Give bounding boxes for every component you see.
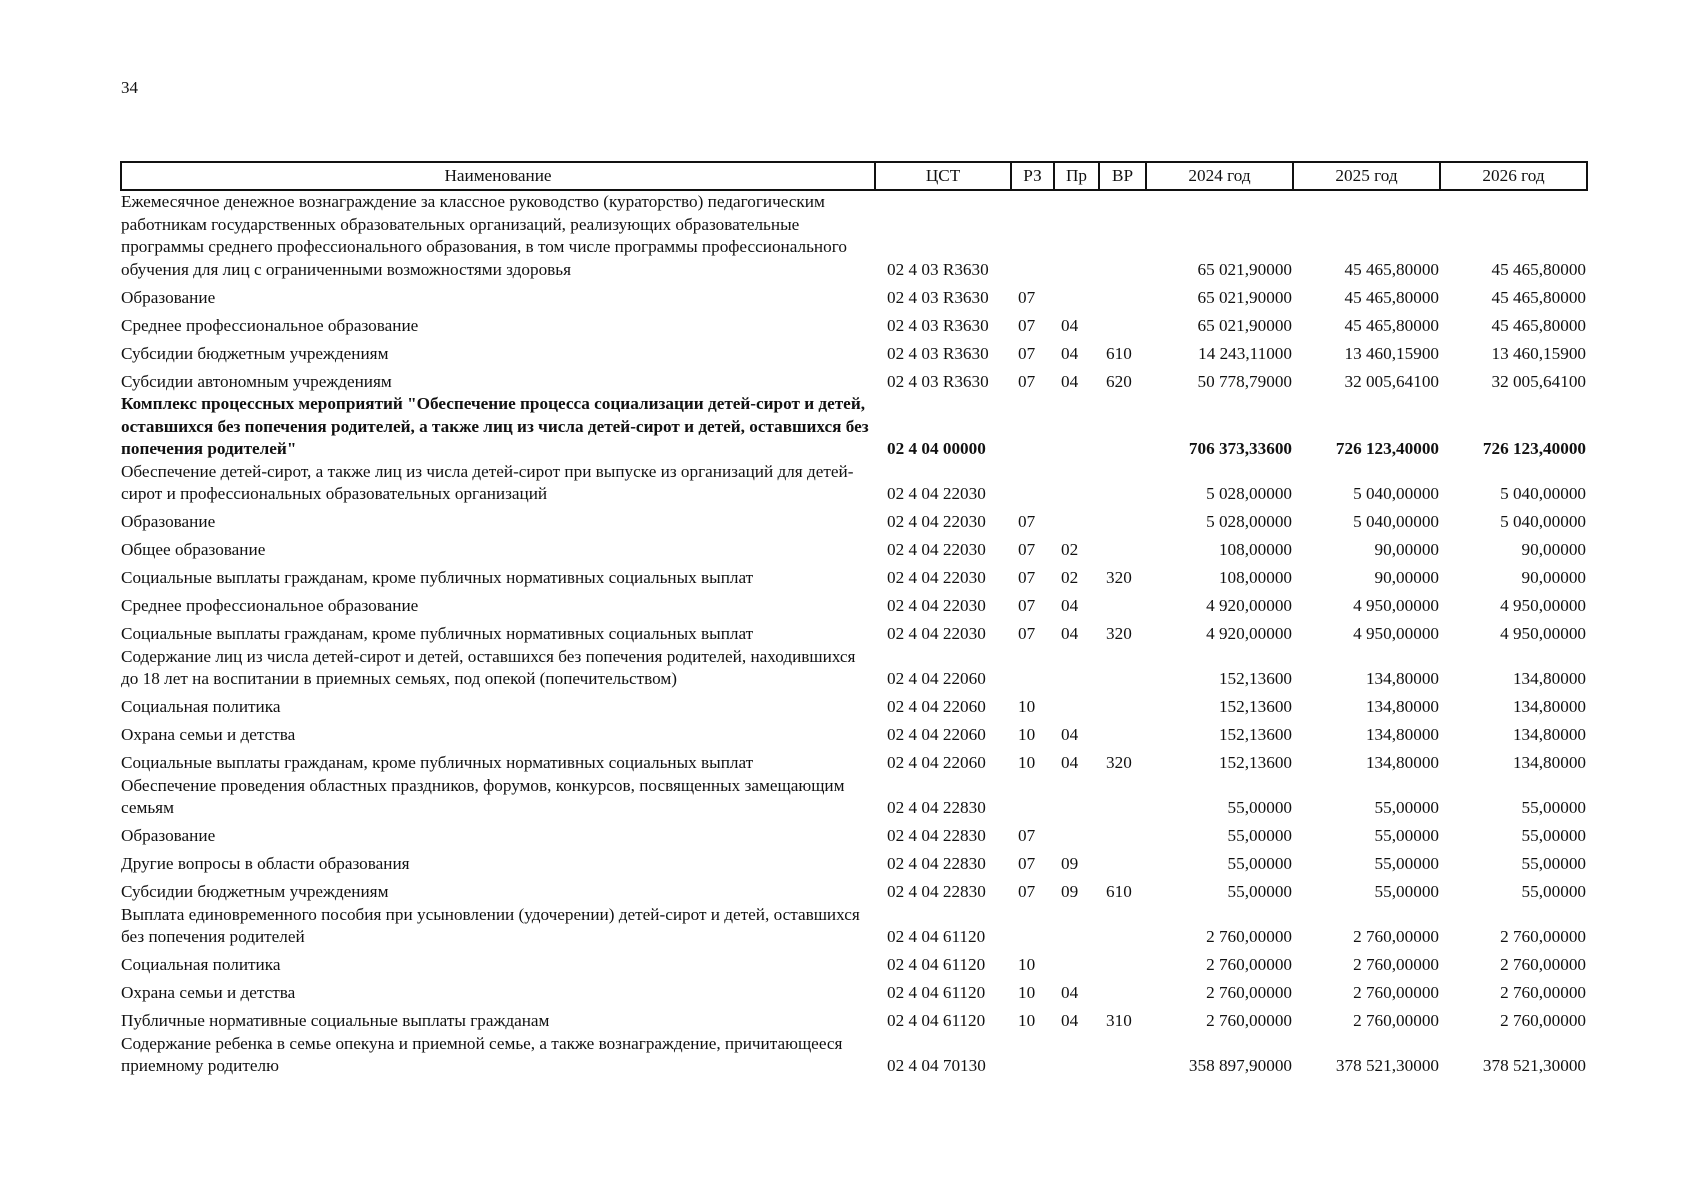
table-row [121,618,1587,646]
cell-2025: 90,00000 [1374,568,1439,587]
cell-rz: 07 [1018,854,1036,873]
cell-2026: 4 950,00000 [1500,624,1586,643]
cell-rz: 07 [1018,596,1036,615]
cell-cst: 02 4 04 22030 [887,568,986,587]
cell-vr: 610 [1106,882,1132,901]
table-row [121,904,1587,949]
cell-vr [1099,506,1146,534]
cell-2024: 108,00000 [1218,568,1292,587]
table-row [121,1033,1587,1078]
cell-cst: 02 4 03 R3630 [887,259,989,279]
cell-rz [1011,461,1054,506]
cell-pr [1054,904,1099,949]
cell-vr: 320 [1106,753,1132,772]
table-row [121,848,1587,876]
cell-2024: 55,00000 [1227,826,1292,845]
budget-table [120,161,1588,1078]
cell-rz: 07 [1018,315,1036,335]
cell-name: Охрана семьи и детства [121,983,296,1002]
cell-cst: 02 4 04 22830 [887,826,986,845]
cell-cst: 02 4 04 22830 [887,882,986,901]
cell-pr: 04 [1061,343,1079,363]
cell-2024: 2 760,00000 [1206,1011,1292,1030]
cell-name: Содержание ребенка в семье опекуна и приемной семье, а также вознаграждение, причитающееся приемному родителю [121,1033,843,1075]
cell-pr: 09 [1061,854,1079,873]
cell-cst: 02 4 03 R3630 [887,343,989,363]
cell-rz: 10 [1018,1011,1036,1030]
cell-name: Содержание лиц из числа детей-сирот и детей, оставшихся без попечения родителей, находившихся до 18 лет на воспитании в приемных семьях, под опекой (попечительством) [121,646,856,688]
cell-name: Социальная политика [121,697,281,716]
table-row [121,309,1587,337]
cell-pr [1054,691,1099,719]
cell-2026: 726 123,40000 [1482,439,1586,458]
cell-vr [1099,309,1146,337]
cell-vr: 320 [1106,568,1132,587]
cell-cst: 02 4 04 61120 [887,983,986,1002]
cell-2025: 45 465,80000 [1344,287,1439,307]
cell-2024: 152,13600 [1218,753,1292,772]
col-header-cst: ЦСТ [875,162,1011,190]
cell-2024: 4 920,00000 [1206,596,1292,615]
cell-2024: 65 021,90000 [1197,315,1292,335]
cell-pr: 02 [1061,540,1079,559]
cell-rz: 07 [1018,287,1036,307]
cell-rz: 07 [1018,371,1036,391]
cell-2026: 45 465,80000 [1491,259,1586,279]
cell-cst: 02 4 04 22030 [887,596,986,615]
cell-rz: 07 [1018,568,1036,587]
table-body [121,190,1587,1078]
col-header-name: Наименование [121,162,875,190]
cell-2025: 55,00000 [1374,798,1439,817]
cell-pr [1054,506,1099,534]
cell-2024: 4 920,00000 [1206,624,1292,643]
cell-2026: 134,80000 [1512,669,1586,688]
cell-rz [1011,190,1054,281]
cell-2026: 90,00000 [1521,568,1586,587]
cell-pr [1054,393,1099,461]
cell-2026: 378 521,30000 [1482,1056,1586,1075]
col-header-2025: 2025 год [1293,162,1440,190]
table-row [121,691,1587,719]
cell-vr [1099,949,1146,977]
cell-pr [1054,949,1099,977]
cell-name: Выплата единовременного пособия при усыновлении (удочерении) детей-сирот и детей, оставшихся без попечения родителей [121,904,860,946]
cell-name: Охрана семьи и детства [121,725,296,744]
cell-2026: 2 760,00000 [1500,927,1586,946]
cell-rz [1011,775,1054,820]
cell-2024: 14 243,11000 [1198,343,1292,363]
cell-2025: 134,80000 [1365,753,1439,772]
cell-vr [1099,590,1146,618]
cell-vr: 610 [1106,343,1132,363]
table-row [121,365,1587,393]
table-row [121,949,1587,977]
cell-cst: 02 4 04 22060 [887,697,986,716]
cell-pr: 04 [1061,596,1079,615]
cell-name: Образование [121,287,216,307]
cell-cst: 02 4 04 61120 [887,927,986,946]
cell-2025: 32 005,64100 [1344,371,1439,391]
table-row [121,977,1587,1005]
cell-2026: 55,00000 [1521,854,1586,873]
cell-2024: 2 760,00000 [1206,983,1292,1002]
cell-name: Среднее профессиональное образование [121,596,419,615]
cell-rz: 07 [1018,540,1036,559]
cell-2025: 2 760,00000 [1353,1011,1439,1030]
cell-rz: 10 [1018,983,1036,1002]
cell-cst: 02 4 04 22030 [887,624,986,643]
cell-vr [1099,646,1146,691]
cell-pr [1054,281,1099,309]
cell-pr: 04 [1061,753,1079,772]
cell-cst: 02 4 04 22830 [887,854,986,873]
cell-2026: 45 465,80000 [1491,287,1586,307]
cell-pr: 04 [1061,725,1079,744]
cell-2026: 2 760,00000 [1500,1011,1586,1030]
cell-cst: 02 4 04 22030 [887,484,986,503]
cell-2024: 108,00000 [1218,540,1292,559]
cell-name: Другие вопросы в области образования [121,854,410,873]
cell-pr: 04 [1061,1011,1079,1030]
col-header-vr: ВР [1099,162,1146,190]
cell-2024: 55,00000 [1227,854,1292,873]
cell-name: Субсидии бюджетным учреждениям [121,882,389,901]
cell-2025: 90,00000 [1374,540,1439,559]
cell-vr: 320 [1106,624,1132,643]
cell-2024: 55,00000 [1227,882,1292,901]
cell-2024: 152,13600 [1218,669,1292,688]
cell-2025: 134,80000 [1365,669,1439,688]
table-row [121,775,1587,820]
table-row [121,820,1587,848]
cell-cst: 02 4 04 61120 [887,1011,986,1030]
cell-pr [1054,190,1099,281]
cell-2026: 134,80000 [1512,725,1586,744]
cell-2026: 55,00000 [1521,882,1586,901]
cell-pr: 04 [1061,624,1079,643]
cell-name: Социальные выплаты гражданам, кроме публичных нормативных социальных выплат [121,753,754,772]
cell-2025: 55,00000 [1374,826,1439,845]
cell-cst: 02 4 03 R3630 [887,371,989,391]
cell-2024: 2 760,00000 [1206,955,1292,974]
cell-2025: 5 040,00000 [1353,512,1439,531]
cell-rz: 07 [1018,624,1036,643]
cell-vr [1099,691,1146,719]
cell-2024: 152,13600 [1218,697,1292,716]
cell-name: Публичные нормативные социальные выплаты гражданам [121,1011,550,1030]
cell-2025: 134,80000 [1365,725,1439,744]
cell-vr [1099,190,1146,281]
cell-rz: 07 [1018,826,1036,845]
cell-2025: 4 950,00000 [1353,596,1439,615]
cell-2025: 4 950,00000 [1353,624,1439,643]
cell-pr: 04 [1061,983,1079,1002]
cell-2025: 134,80000 [1365,697,1439,716]
cell-vr [1099,904,1146,949]
col-header-rz: РЗ [1011,162,1054,190]
cell-rz [1011,1033,1054,1078]
table-row [121,876,1587,904]
cell-2026: 5 040,00000 [1500,512,1586,531]
table-header-row [121,162,1587,190]
cell-name: Субсидии автономным учреждениям [121,371,392,391]
cell-name: Субсидии бюджетным учреждениям [121,343,389,363]
table-row [121,562,1587,590]
table-row [121,281,1587,309]
cell-2024: 2 760,00000 [1206,927,1292,946]
cell-vr [1099,775,1146,820]
cell-2024: 50 778,79000 [1197,371,1292,391]
cell-name: Социальные выплаты гражданам, кроме публичных нормативных социальных выплат [121,568,754,587]
cell-cst: 02 4 04 22830 [887,798,986,817]
cell-cst: 02 4 04 22060 [887,669,986,688]
table-row [121,719,1587,747]
table-row [121,461,1587,506]
cell-2026: 13 460,15900 [1491,343,1586,363]
cell-cst: 02 4 04 00000 [887,439,986,458]
cell-2025: 13 460,15900 [1344,343,1439,363]
cell-2026: 5 040,00000 [1500,484,1586,503]
cell-pr: 09 [1061,882,1079,901]
cell-pr [1054,775,1099,820]
cell-2026: 90,00000 [1521,540,1586,559]
cell-rz [1011,904,1054,949]
cell-vr [1099,719,1146,747]
cell-2024: 152,13600 [1218,725,1292,744]
cell-vr: 310 [1106,1011,1132,1030]
table-row [121,506,1587,534]
cell-2026: 4 950,00000 [1500,596,1586,615]
cell-2025: 726 123,40000 [1335,439,1439,458]
cell-pr [1054,820,1099,848]
cell-vr [1099,848,1146,876]
cell-2024: 358 897,90000 [1188,1056,1292,1075]
table-row [121,337,1587,365]
cell-2025: 378 521,30000 [1335,1056,1439,1075]
cell-rz: 10 [1018,725,1036,744]
cell-2026: 2 760,00000 [1500,983,1586,1002]
table-row [121,534,1587,562]
cell-2025: 55,00000 [1374,854,1439,873]
cell-pr: 02 [1061,568,1079,587]
cell-2024: 65 021,90000 [1197,259,1292,279]
cell-name: Социальная политика [121,955,281,974]
cell-2024: 706 373,33600 [1188,439,1292,458]
cell-vr [1099,820,1146,848]
cell-pr [1054,1033,1099,1078]
table-row [121,393,1587,461]
cell-name: Комплекс процессных мероприятий "Обеспечение процесса социализации детей-сирот и детей, оставшихся без попечения родителей, а также лиц из числа детей-сирот и детей, оставшихся без попечения родителей" [121,394,869,458]
cell-name: Социальные выплаты гражданам, кроме публичных нормативных социальных выплат [121,624,754,643]
cell-vr [1099,534,1146,562]
table-row [121,590,1587,618]
cell-rz [1011,393,1054,461]
cell-rz: 10 [1018,697,1036,716]
cell-2025: 2 760,00000 [1353,927,1439,946]
cell-2026: 134,80000 [1512,697,1586,716]
cell-cst: 02 4 03 R3630 [887,287,989,307]
cell-2024: 55,00000 [1227,798,1292,817]
cell-rz: 10 [1018,955,1036,974]
cell-cst: 02 4 04 61120 [887,955,986,974]
col-header-2026: 2026 год [1440,162,1587,190]
cell-2025: 5 040,00000 [1353,484,1439,503]
cell-2026: 134,80000 [1512,753,1586,772]
table-row [121,1005,1587,1033]
cell-name: Среднее профессиональное образование [121,315,419,335]
table-row [121,646,1587,691]
cell-pr: 04 [1061,315,1079,335]
cell-vr [1099,461,1146,506]
cell-name: Образование [121,512,216,531]
cell-2024: 5 028,00000 [1206,484,1292,503]
cell-2024: 65 021,90000 [1197,287,1292,307]
cell-cst: 02 4 04 70130 [887,1056,986,1075]
cell-cst: 02 4 04 22030 [887,540,986,559]
cell-pr [1054,461,1099,506]
col-header-pr: Пр [1054,162,1099,190]
cell-vr: 620 [1106,371,1132,391]
cell-rz [1011,646,1054,691]
cell-cst: 02 4 03 R3630 [887,315,989,335]
cell-name: Ежемесячное денежное вознаграждение за классное руководство (кураторство) педагогическим работникам государственных образовательных организаций, реализующих образовательные программы среднего профессионального образования, в том числе программы профессионального обучения для лиц с ограниченными возможностями здоровья [121,192,847,279]
cell-pr: 04 [1061,371,1079,391]
cell-2025: 2 760,00000 [1353,983,1439,1002]
cell-vr [1099,977,1146,1005]
cell-cst: 02 4 04 22060 [887,753,986,772]
cell-cst: 02 4 04 22030 [887,512,986,531]
cell-vr [1099,393,1146,461]
cell-name: Обеспечение проведения областных праздников, форумов, конкурсов, посвященных замещающим семьям [121,775,845,817]
cell-2026: 32 005,64100 [1491,371,1586,391]
cell-2025: 2 760,00000 [1353,955,1439,974]
cell-vr [1099,281,1146,309]
cell-rz: 07 [1018,882,1036,901]
cell-2025: 45 465,80000 [1344,259,1439,279]
cell-rz: 07 [1018,512,1036,531]
cell-2026: 55,00000 [1521,826,1586,845]
cell-cst: 02 4 04 22060 [887,725,986,744]
page-number: 34 [121,78,138,97]
cell-2024: 5 028,00000 [1206,512,1292,531]
cell-rz: 07 [1018,343,1036,363]
cell-2025: 45 465,80000 [1344,315,1439,335]
table-row [121,190,1587,281]
cell-2026: 55,00000 [1521,798,1586,817]
cell-2026: 45 465,80000 [1491,315,1586,335]
cell-rz: 10 [1018,753,1036,772]
cell-name: Обеспечение детей-сирот, а также лиц из числа детей-сирот при выпуске из организаций для детей-сирот и профессиональных образовательных организаций [121,461,854,503]
table-row [121,747,1587,775]
cell-name: Общее образование [121,540,266,559]
cell-vr [1099,1033,1146,1078]
col-header-2024: 2024 год [1146,162,1293,190]
cell-2026: 2 760,00000 [1500,955,1586,974]
cell-name: Образование [121,826,216,845]
cell-2025: 55,00000 [1374,882,1439,901]
cell-pr [1054,646,1099,691]
